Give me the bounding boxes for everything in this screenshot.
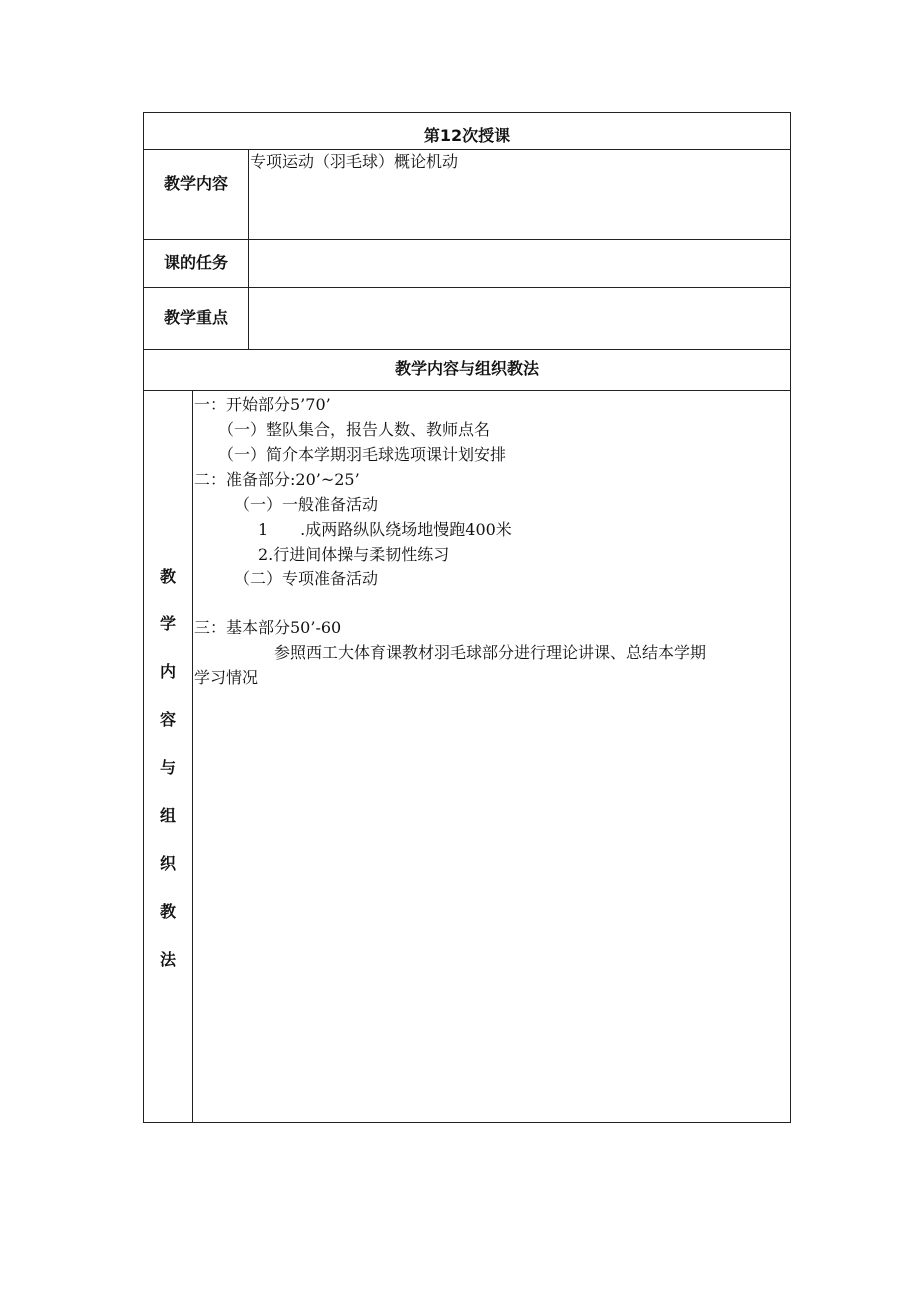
lesson-title: 第12次授课 [423,126,511,145]
row-divider [144,349,790,350]
plan-line: 2.行进间体操与柔韧性练习 [258,545,450,564]
side-label-char: 教 [159,567,176,586]
plan-line: （二）专项准备活动 [234,569,379,588]
plan-line: （一）简介本学期羽毛球选项课计划安排 [218,445,507,464]
plan-line: 学习情况 [194,668,259,687]
side-label-char: 法 [159,950,176,969]
plan-line: 三：基本部分50’-60 [194,618,342,637]
plan-line: 一：开始部分5’70’ [194,395,331,414]
column-divider [192,390,193,1123]
row-divider [144,149,790,150]
plan-line: （一）一般准备活动 [234,495,379,514]
content-value: 专项运动（羽毛球）概论机动 [250,152,459,171]
row-divider [144,390,790,391]
content-label: 教学内容 [163,174,228,193]
plan-line: （一）整队集合，报告人数、教师点名 [218,420,491,439]
row-divider [144,287,790,288]
focus-label: 教学重点 [163,308,228,327]
row-divider [144,239,790,240]
section-title: 教学内容与组织教法 [394,359,539,378]
plan-line: 1 .成两路纵队绕场地慢跑400米 [258,520,512,539]
side-label-char: 容 [159,710,176,729]
plan-line: 参照西工大体育课教材羽毛球部分进行理论讲课、总结本学期 [274,643,707,662]
side-label-char: 教 [159,902,176,921]
task-label: 课的任务 [163,253,228,272]
side-label-char: 组 [159,806,176,825]
side-label-char: 学 [159,614,176,633]
side-label-char: 与 [159,758,176,777]
side-label-char: 内 [159,662,176,681]
column-divider [248,149,249,349]
lesson-plan-table [143,112,791,1123]
side-label-char: 织 [159,854,176,873]
plan-line: 二：准备部分:20’~25’ [194,470,360,489]
